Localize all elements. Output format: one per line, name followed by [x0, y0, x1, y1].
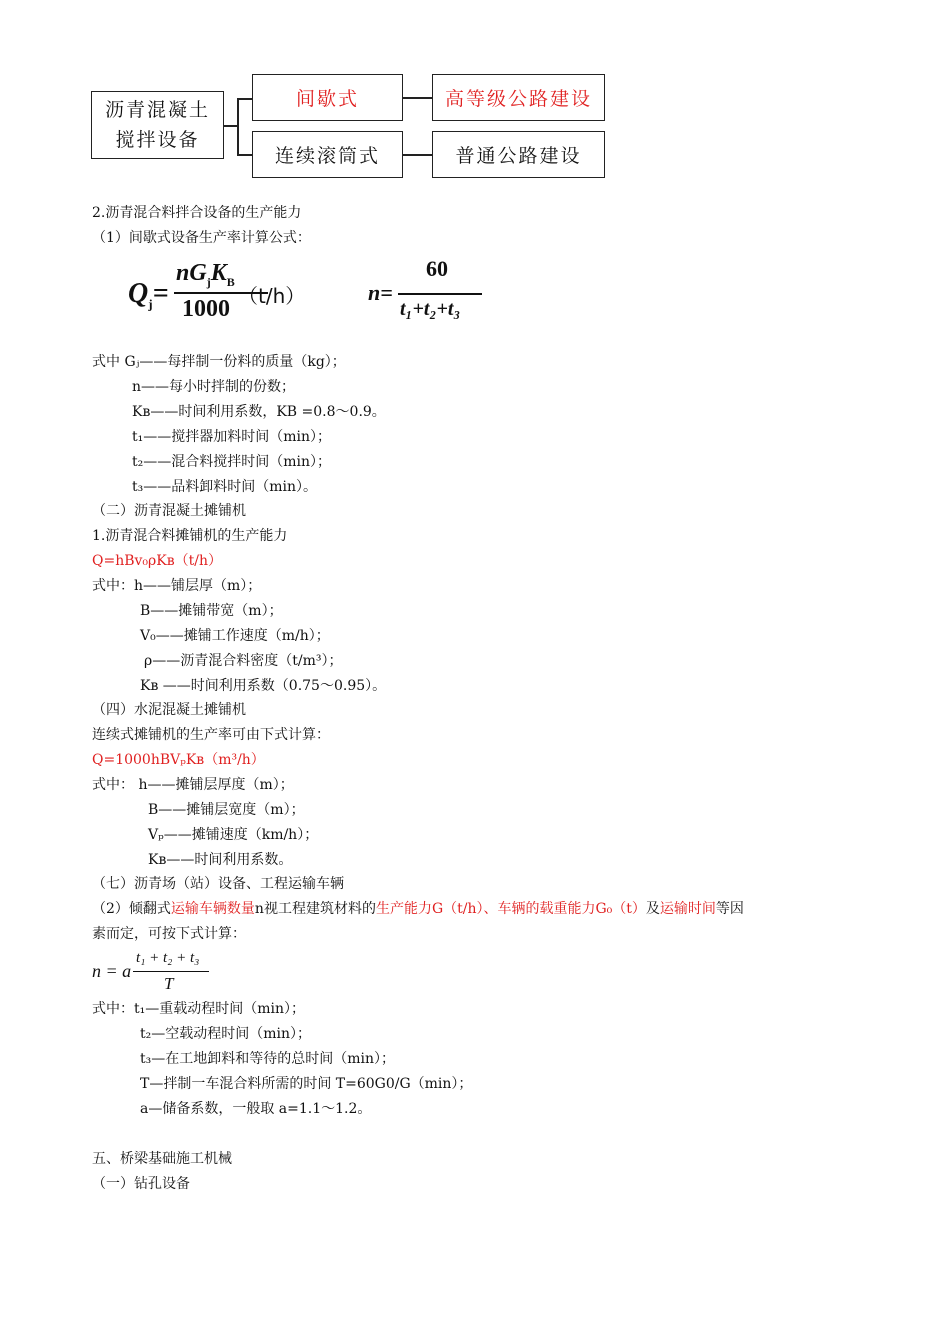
heading: 2.沥青混合料拌合设备的生产能力 [92, 205, 302, 221]
def-line: t₃—在工地卸料和等待的总时间（min）； [140, 1051, 396, 1067]
formula-num: nG [176, 260, 207, 286]
formula-n [368, 256, 498, 328]
def-line: 式中 Gⱼ——每拌制一份料的质量（kg）； [92, 354, 346, 370]
formula-na-lhs: n = a [92, 961, 132, 981]
connector [403, 154, 433, 156]
def-line: Vₚ——摊铺速度（km/h）； [148, 827, 319, 843]
section-heading: 五、桥梁基础施工机械 [92, 1151, 232, 1167]
def-line: T—拌制一车混合料所需的时间 T=60G0/G（min）； [140, 1076, 473, 1092]
formula-na-num: t₁ + t₂ + t₃ [136, 950, 200, 966]
def-line: Kʙ——时间利用系数。 [148, 852, 293, 868]
formula-num-sub2: B [226, 274, 235, 289]
section-heading: （七）沥青场（站）设备、工程运输车辆 [92, 876, 344, 892]
formula-q-paver: Q=hBv₀ρKʙ（t/h） [92, 553, 222, 569]
paragraph: （2）倾翻式运输车辆数量n视工程建筑材料的生产能力G（t/h）、车辆的载重能力G₀（t）及运输时间等因 [92, 901, 744, 917]
formula-den: 1000 [182, 296, 230, 322]
formula-q-concrete: Q=1000hBVₚKʙ（m³/h） [92, 752, 265, 768]
connector [237, 98, 253, 100]
formula-qj: $Q_j=$ $nG_jK_B$ 1000 [128, 258, 328, 328]
formula-num-sub1: j [206, 274, 211, 289]
formula-lhs-sub: j [148, 296, 153, 312]
def-line: t₂——混合料搅拌时间（min）； [132, 454, 332, 470]
formula-na-den: T [164, 974, 174, 993]
formula-na [92, 950, 222, 994]
type2-box [252, 131, 403, 178]
def-line: a—储备系数，一般取 a=1.1～1.2。 [140, 1101, 372, 1117]
connector [237, 98, 239, 155]
connector [403, 97, 433, 99]
def-line: Kʙ——时间利用系数，KB =0.8～0.9。 [132, 404, 386, 420]
type2-use-box [432, 131, 605, 178]
formula-n-num: 60 [426, 256, 448, 281]
type1-box [252, 74, 403, 121]
def-line: t₃——品料卸料时间（min）。 [132, 479, 318, 495]
def-line: t₂—空载动程时间（min）； [140, 1026, 312, 1042]
def-line: t₁——搅拌器加料时间（min）； [132, 429, 332, 445]
type1-use-box [432, 74, 605, 121]
def-line: ρ——沥青混合料密度（t/m³）； [144, 653, 343, 669]
paragraph: 素而定，可按下式计算： [92, 926, 246, 942]
formula-unit: （t/h） [238, 284, 306, 308]
formula-num-k: K [210, 260, 227, 286]
connector [224, 125, 238, 127]
subheading: （1）间歇式设备生产率计算公式： [92, 230, 311, 246]
def-line: V₀——摊铺工作速度（m/h）； [140, 628, 330, 644]
formula-n-den: t₁+t₂+t₃ [400, 298, 461, 320]
section-heading: （二）沥青混凝土摊铺机 [92, 503, 246, 519]
def-line: n——每小时拌制的份数； [132, 379, 296, 395]
subheading: 1.沥青混合料摊铺机的生产能力 [92, 528, 288, 544]
root-box [91, 91, 224, 159]
type1-use-label: 高等级公路建设 [444, 88, 592, 110]
formula-n-lhs: n= [368, 280, 393, 305]
type2-use-label: 普通公路建设 [455, 145, 582, 167]
formula-lhs: Q [128, 278, 149, 309]
connector [237, 154, 253, 156]
root-label: 沥青混凝土 搅拌设备 [104, 99, 210, 151]
def-line: Kʙ ——时间利用系数（0.75～0.95）。 [140, 678, 387, 694]
def-line: 式中： h——摊铺层厚度（m）； [92, 777, 294, 793]
def-line: B——摊铺带宽（m）； [140, 603, 283, 619]
subheading: 连续式摊铺机的生产率可由下式计算： [92, 727, 330, 743]
type2-label: 连续滚筒式 [274, 145, 380, 167]
subheading: （一）钻孔设备 [92, 1176, 190, 1192]
type1-label: 间歇式 [295, 88, 359, 110]
def-line: 式中：h——铺层厚（m）； [92, 578, 262, 594]
section-heading: （四）水泥混凝土摊铺机 [92, 702, 246, 718]
def-line: 式中：t₁—重载动程时间（min）； [92, 1001, 306, 1017]
def-line: B——摊铺层宽度（m）； [148, 802, 305, 818]
